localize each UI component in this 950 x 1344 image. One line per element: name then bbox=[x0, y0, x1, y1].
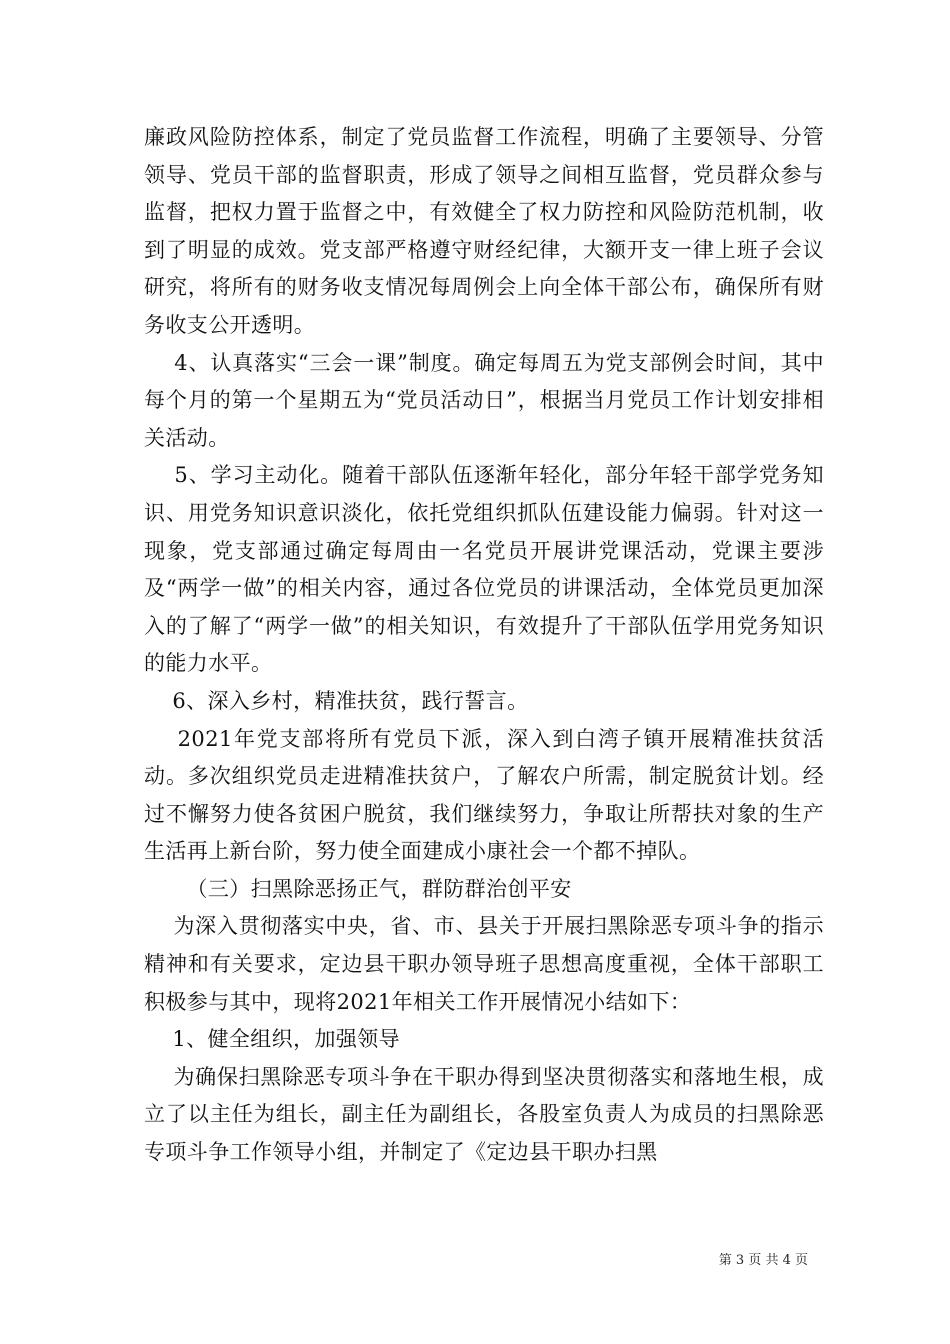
page-number-footer: 第 3 页 共 4 页 bbox=[718, 1253, 808, 1268]
paragraph-section-3-intro: 为深入贯彻落实中央，省、市、县关于开展扫黑除恶专项斗争的指示精神和有关要求，定边县干职办领导班子思想高度重视，全体干部职工积极参与其中，现将2021年相关工作开展情况小结如下： bbox=[144, 914, 824, 1014]
section-heading-3: （三）扫黑除恶扬正气，群防群治创平安 bbox=[144, 876, 572, 901]
paragraph-item-5: 5、学习主动化。随着干部队伍逐渐年轻化，部分年轻干部学党务知识、用党务知识意识淡化，依托党组织抓队伍建设能力偏弱。针对这一现象，党支部通过确定每周由一名党员开展讲党课活动，党课主要涉及“两学一做”的相关内容，通过各位党员的讲课活动，全体党员更加深入的了解了“两学一做”的相关知识，有效提升了干部队伍学用党务知识的能力水平。 bbox=[144, 463, 824, 676]
paragraph-poverty-alleviation: 2021年党支部将所有党员下派，深入到白湾子镇开展精准扶贫活动。多次组织党员走进精准扶贫户，了解农户所需，制定脱贫计划。经过不懈努力使各贫困户脱贫，我们继续努力，争取让所帮扶对象的生产生活再上新台阶，努力使全面建成小康社会一个都不掉队。 bbox=[144, 726, 824, 864]
paragraph-item-1-heading: 1、健全组织，加强领导 bbox=[144, 1027, 401, 1052]
paragraph-item-4: 4、认真落实“三会一课”制度。确定每周五为党支部例会时间，其中每个月的第一个星期五为“党员活动日”，根据当月党员工作计划安排相关活动。 bbox=[144, 350, 824, 450]
paragraph-item-6-heading: 6、深入乡村，精准扶贫，践行誓言。 bbox=[144, 688, 529, 713]
paragraph-organization: 为确保扫黑除恶专项斗争在干职办得到坚决贯彻落实和落地生根，成立了以主任为组长，副主任为副组长，各股室负责人为成员的扫黑除恶专项斗争工作领导小组，并制定了《定边县干职办扫黑 bbox=[144, 1064, 824, 1165]
document-body bbox=[144, 119, 824, 1172]
paragraph-supervision: 廉政风险防控体系，制定了党员监督工作流程，明确了主要领导、分管领导、党员干部的监督职责，形成了领导之间相互监督，党员群众参与监督，把权力置于监督之中，有效健全了权力防控和风险防范机制，收到了明显的成效。党支部严格遵守财经纪律，大额开支一律上班子会议研究，将所有的财务收支情况每周例会上向全体干部公布，确保所有财务收支公开透明。 bbox=[144, 125, 824, 337]
